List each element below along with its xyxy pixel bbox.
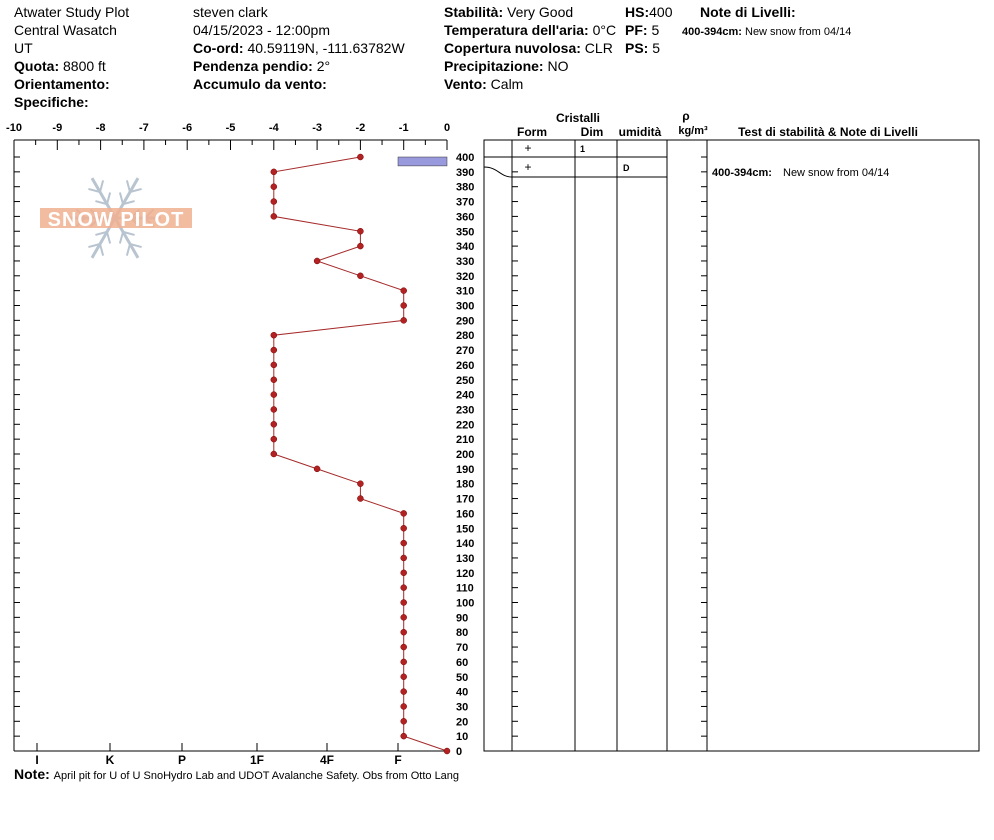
temperature-point (401, 600, 407, 606)
layer-note-range: 400-394cm: (682, 26, 742, 38)
hs-label: HS: (625, 4, 650, 20)
height-label: 10 (456, 731, 469, 744)
temperature-point (357, 496, 363, 502)
temperature-point (401, 614, 407, 620)
height-label: 100 (456, 597, 475, 610)
height-label: 340 (456, 241, 475, 254)
layer-form: + (524, 141, 532, 155)
height-label: 50 (456, 671, 469, 684)
temp-tick-label: -9 (52, 122, 63, 134)
pf-label: PF: (625, 22, 648, 38)
height-label: 120 (456, 567, 475, 580)
coord-label: Co-ord: (193, 40, 244, 56)
temperature-point (401, 317, 407, 323)
height-label: 390 (456, 166, 475, 179)
height-label: 400 (456, 152, 475, 164)
temperature-point (314, 466, 320, 472)
height-label: 360 (456, 211, 475, 224)
ps-label: PS: (625, 40, 649, 56)
temperature-point (271, 392, 277, 398)
stability-value: Very Good (507, 4, 574, 20)
wind-label: Vento: (444, 76, 487, 92)
ps-value: 5 (652, 40, 661, 56)
observer: steven clark (193, 4, 268, 20)
height-label: 190 (456, 463, 475, 476)
temperature-point (401, 540, 407, 546)
temperature-point (357, 273, 363, 279)
temp-tick-label: -1 (398, 122, 409, 134)
hardness-tick-label: F (394, 753, 402, 767)
temperature-point (271, 451, 277, 457)
temperature-point (401, 674, 407, 680)
air-temp-label: Temperatura dell'aria: (444, 22, 589, 38)
slope-value: 2° (316, 58, 331, 74)
height-label: 230 (456, 404, 475, 417)
temperature-point (271, 436, 277, 442)
note-text: April pit for U of U SnoHydro Lab and UDOT Avalanche Safety. Obs from Otto Lang (53, 770, 460, 782)
temperature-point (357, 154, 363, 160)
height-label: 170 (456, 493, 475, 506)
height-label: 160 (456, 508, 475, 521)
col-tests: Test di stabilità & Note di Livelli (738, 125, 918, 139)
hs-value: 400 (649, 4, 673, 20)
height-label: 210 (456, 434, 475, 447)
temperature-point (401, 703, 407, 709)
layer-form: + (524, 160, 532, 174)
logo-text: SNOW PILOT (47, 209, 185, 231)
air-temp-value: 0°C (592, 22, 617, 38)
height-label: 310 (456, 285, 475, 298)
col-moisture: umidità (618, 125, 662, 139)
height-label: 260 (456, 359, 475, 372)
temperature-point (357, 243, 363, 249)
temperature-point (401, 644, 407, 650)
height-label: 380 (456, 181, 475, 194)
precip-label: Precipitazione: (444, 58, 544, 74)
coord-value: 40.59119N, -111.63782W (247, 40, 405, 56)
height-label: 140 (456, 538, 475, 551)
temp-tick-label: 0 (443, 122, 451, 134)
height-label: 270 (456, 345, 475, 358)
temperature-point (401, 510, 407, 516)
col-density-unit: kg/m³ (678, 125, 708, 137)
temperature-point (271, 406, 277, 412)
height-label: 40 (456, 686, 469, 699)
layer-connector (484, 167, 512, 177)
stability-label: Stabilità: (444, 4, 504, 20)
temperature-point (357, 481, 363, 487)
temperature-point (314, 258, 320, 264)
temperature-point (401, 288, 407, 294)
temp-tick-label: -10 (6, 122, 22, 134)
pf-value: 5 (651, 22, 660, 38)
temperature-point (357, 228, 363, 234)
height-label: 300 (456, 300, 475, 313)
height-label: 20 (456, 716, 469, 729)
temperature-point (401, 555, 407, 561)
hardness-tick-label: P (177, 753, 187, 767)
site-name: Atwater Study Plot (14, 4, 130, 20)
temperature-point (401, 525, 407, 531)
height-label: 180 (456, 478, 475, 491)
temp-tick-label: -2 (355, 122, 366, 134)
temperature-point (271, 199, 277, 205)
temperature-point (271, 377, 277, 383)
temp-tick-label: -7 (139, 122, 149, 134)
height-label: 280 (456, 330, 475, 343)
temperature-point (271, 347, 277, 353)
layer-size: 1 (580, 144, 586, 154)
height-label: 130 (456, 552, 475, 565)
height-label: 320 (456, 270, 475, 283)
hardness-tick-label: I (35, 753, 39, 767)
elevation-value: 8800 ft (63, 58, 106, 74)
hardness-tick-label: 1F (249, 753, 265, 767)
temperature-point (271, 213, 277, 219)
height-label: 80 (456, 627, 469, 640)
col-form: Form (517, 125, 547, 139)
height-label: 240 (456, 389, 475, 402)
height-label: 200 (456, 449, 475, 461)
state-name: UT (14, 40, 33, 56)
col-crystals: Cristalli (555, 111, 601, 125)
height-label: 90 (456, 612, 469, 625)
col-density-symbol: ρ (682, 109, 690, 123)
side-note-text: New snow from 04/14 (783, 167, 890, 179)
datetime: 04/15/2023 - 12:00pm (193, 22, 330, 38)
precip-value: NO (547, 58, 569, 74)
temperature-point (271, 362, 277, 368)
slope-label: Pendenza pendio: (193, 58, 313, 74)
temp-tick-label: -8 (95, 122, 106, 134)
temp-tick-label: -5 (225, 122, 236, 134)
layer-table-frame (484, 140, 979, 751)
note-label: Note: (14, 766, 50, 782)
temperature-point (271, 332, 277, 338)
height-label: 350 (456, 226, 475, 239)
range-name: Central Wasatch (14, 22, 117, 38)
temperature-point (401, 689, 407, 695)
cloud-value: CLR (584, 40, 613, 56)
height-label: 330 (456, 255, 475, 268)
height-label: 250 (456, 374, 475, 387)
height-label: 370 (456, 196, 475, 209)
hardness-tick-label: 4F (319, 753, 335, 767)
aspect-label: Orientamento: (14, 76, 110, 92)
height-label: 60 (456, 656, 469, 669)
col-size: Dim (580, 125, 604, 139)
layer-moisture: D (623, 163, 630, 173)
temperature-point (401, 733, 407, 739)
cloud-label: Copertura nuvolosa: (444, 40, 581, 56)
hardness-tick-label: K (105, 753, 115, 767)
height-label: 110 (456, 582, 474, 595)
temperature-point (401, 570, 407, 576)
temperature-point (401, 629, 407, 635)
hardness-bar (398, 157, 447, 166)
temperature-point (401, 585, 407, 591)
temperature-point (401, 659, 407, 665)
height-label: 30 (456, 701, 469, 714)
wind-value: Calm (490, 76, 524, 92)
temperature-point (271, 169, 277, 175)
temperature-point (401, 718, 407, 724)
wind-load-label: Accumulo da vento: (193, 76, 327, 92)
height-label: 0 (456, 746, 463, 758)
side-note-range: 400-394cm: (712, 167, 772, 179)
temp-tick-label: -3 (312, 122, 322, 134)
height-label: 150 (456, 523, 475, 536)
elevation-label: Quota: (14, 58, 60, 74)
temp-tick-label: -6 (182, 122, 193, 134)
footer-note (14, 766, 459, 784)
height-label: 70 (456, 642, 469, 655)
layer-note-text: New snow from 04/14 (745, 26, 852, 38)
temperature-point (271, 184, 277, 190)
height-label: 220 (456, 419, 475, 432)
layer-notes-label: Note di Livelli: (700, 4, 796, 20)
height-label: 290 (456, 315, 475, 328)
temperature-point (444, 748, 450, 754)
temperature-point (271, 421, 277, 427)
specifics-label: Specifiche: (14, 94, 89, 110)
temperature-point (401, 303, 407, 309)
temp-tick-label: -4 (268, 122, 279, 134)
